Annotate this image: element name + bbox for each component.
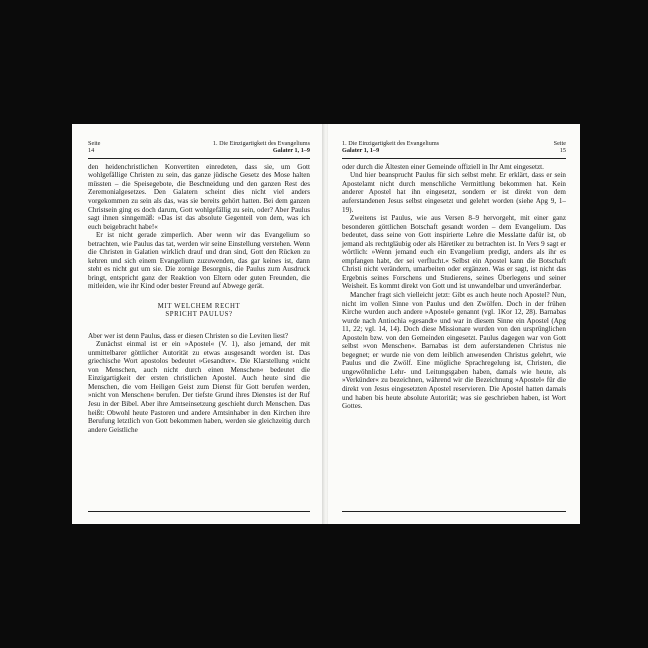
header-rule (88, 158, 310, 159)
page-number: 14 (88, 147, 95, 155)
page-header (88, 140, 310, 155)
paragraph: Zweitens ist Paulus, wie aus Versen 8–9 hervorgeht, mit einer ganz besonderen göttlichen Botschaft gesandt worden – dem Evangelium. Das bedeutet, dass seine von Gott inspirierte Lehre die Messlatte dafür ist, ob jemand als rechtgläubig oder als Häretiker zu betrachten ist. In Vers 9 sagt er wörtlich: »Wenn jemand euch ein Evangelium predigt, anders als ihr es empfangen habt, der sei verflucht.« Selbst ein Apostel kann die Botschaft Christi nicht verändern, umarbeiten oder ergänzen. Was er sagt, ist nicht das Ergebnis seines Forschens und Studierens, seines Überlegens und seiner Weisheit. Es kommt direkt von Gott und ist unwandelbar und unveränderbar. (342, 214, 566, 291)
footer-rule (88, 511, 310, 512)
paragraph: Aber wer ist denn Paulus, dass er diesen Christen so die Leviten liest? (88, 331, 289, 340)
body-text (88, 163, 310, 434)
paragraph: Mancher fragt sich vielleicht jetzt: Gibt es auch heute noch Apostel? Nun, nicht im vollen Sinne von Paulus und den Zwölfen. Doch in der frühen Kirche wurden auch andere »Apostel« genannt (vgl. 1Kor 12, 28). Barnabas wurde nach Antiochia »gesandt« und war in diesem Sinne ein Apostel (Apg 11, 22; vgl. 14, 14). Doch diese Missionare wurden von den ursprünglichen Aposteln bzw. von den Gemeinden eingesetzt. Paulus dagegen war von Gott selbst »von Menschen«. Barnabas ist dem auferstandenen Christus nie begegnet; er wurde nie von dem leiblich anwesenden Christus gelehrt, wie Paulus und die Zwölf. Eine mögliche Sprachregelung ist, Christen, die ungewöhnliche Lehr- und Leitungsgaben haben, damals wie heute, als »Verkünder« zu bezeichnen, während wir die Bezeichnung »Apostel« für die direkt von Jesus eingesetzten Apostel reservieren. Die Apostel hatten damals und haben bis heute absolute Autorität; was sie geschrieben haben, ist Wort Gottes. (342, 291, 566, 411)
paragraph: Und hier beansprucht Paulus für sich selbst mehr. Er erklärt, dass er sein Apostelamt nicht durch menschliche Vermittlung bekommen hat. Kein anderer Apostel hat ihn eingesetzt, sondern er ist direkt von dem auferstandenen Jesus selbst eingesetzt und gelehrt worden (siehe Apg 9, 1–19). (342, 171, 566, 214)
body-text (342, 163, 566, 411)
heading-line: MIT WELCHEM RECHT (157, 303, 241, 311)
page-number: 15 (559, 147, 566, 155)
section-heading (88, 303, 310, 320)
right-page (328, 124, 580, 524)
bible-reference: Galater 1, 1–9 (342, 147, 380, 155)
page-label: Seite (553, 140, 566, 147)
page-label: Seite (88, 140, 101, 147)
paragraph: oder durch die Ältesten einer Gemeinde offiziell in Ihr Amt eingesetzt. (342, 162, 544, 171)
left-page (72, 124, 324, 524)
heading-line: SPRICHT PAULUS? (165, 311, 233, 319)
footer-rule (342, 511, 566, 512)
bible-reference: Galater 1, 1–9 (272, 147, 310, 155)
running-title: 1. Die Einzigartigkeit des Evangeliums (342, 140, 440, 147)
paragraph: den heidenchristlichen Konvertiten einredeten, dass sie, um Gott wohlgefällige Christen zu sein, das ganze jüdische Gesetz des Mose halten müssten – die Speisegebote, die Beschneidung und den ganzen Rest des Zeremonialgesetzes. Den Galatern scheint dies nicht viel anders vorgekommen zu sein als das, was sie bereits gehört hatten. Bei dem ganzen Christsein ging es doch darum, Gott wohlgefällig zu sein, oder? Aber Paulus sagt ihnen sinngemäß: »Das ist das absolute Gegenteil von dem, was ich euch beigebracht habe!« (88, 162, 310, 231)
running-title: 1. Die Einzigartigkeit des Evangeliums (212, 140, 310, 147)
paragraph: Er ist nicht gerade zimperlich. Aber wenn wir das Evangelium so betrachten, wie Paulus das tat, werden wir seine Einstellung verstehen. Wenn die Christen in Galatien wirklich drauf und dran sind, Gott den Rücken zu kehren und sich einem Evangelium zuzuwenden, das gar keines ist, dann steht es nicht gut um sie. Die zornige Besorgnis, die Paulus zum Ausdruck bringt, entspricht ganz der Reaktion von Eltern oder guten Freunden, die mitleiden, wie ihr Kind oder bester Freund auf Abwege gerät. (88, 231, 310, 291)
header-rule (342, 158, 566, 159)
paragraph: Zunächst einmal ist er ein »Apostel« (V. 1), also jemand, der mit unmittelbarer göttlicher Autorität zu etwas ausgesandt worden ist. Das griechische Wort apostolos bedeutet »Gesandter«. Die Klarstellung »nicht von Menschen, auch nicht durch einen Menschen« bedeutet die Einzigartigkeit der ersten christlichen Apostel. Auch heute sind die Menschen, die vom Heiligen Geist zum Dienst für Gott berufen werden, »nicht von Menschen« berufen. Der tiefste Grund ihres Dienstes ist der Ruf Jesu in der Bibel. Aber ihre Amtseinsetzung geschieht durch Menschen. Das heißt: Obwohl heute Pastoren und andere Amtsinhaber in den Kirchen ihre Berufung letztlich von Gott bekommen haben, werden sie gleichzeitig durch andere Geistliche (88, 340, 310, 434)
page-header (342, 140, 566, 155)
open-book (72, 124, 580, 524)
